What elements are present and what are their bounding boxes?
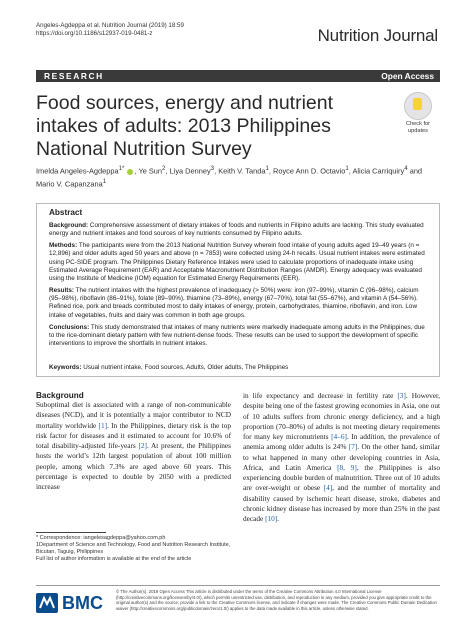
citation-link[interactable]: [10]	[265, 514, 278, 523]
running-header	[36, 22, 184, 38]
author-affiliation: 3	[210, 165, 215, 172]
citation-link[interactable]: [8, 9]	[337, 462, 357, 472]
check-for-updates-button[interactable]	[396, 92, 440, 134]
footer-divider	[36, 585, 440, 586]
abstract-text: Comprehensive assessment of dietary intakes of foods and nutrients in Filipino adults are lacking. This study evaluated energy and nutrient intakes and food sources of key nutrients consumed by Filipino adults.	[49, 222, 424, 238]
check-updates-icon	[404, 92, 432, 120]
author-name[interactable]: Imelda Angeles-Agdeppa	[36, 166, 119, 176]
abstract-methods	[49, 242, 427, 283]
citation-link[interactable]: [3]	[397, 391, 406, 400]
citation-link[interactable]: [7]	[348, 442, 358, 452]
orcid-icon[interactable]	[127, 169, 133, 175]
body-text: in life expectancy and decrease in fertility rate	[243, 391, 398, 400]
abstract-results	[49, 287, 427, 320]
keywords	[49, 364, 427, 372]
author-affiliation: 1	[345, 165, 349, 172]
correspondence-email[interactable]: * Correspondence: iangelesagdeppa@yahoo.com.ph	[36, 535, 166, 541]
abstract-box	[36, 203, 440, 377]
correspondence-footnote	[36, 535, 236, 563]
abstract-background	[49, 222, 427, 239]
author-name[interactable]: , Ye Sun	[134, 166, 163, 176]
section-heading-background: Background	[36, 391, 84, 400]
body-text: . However, despite being one of the fastest growing economies in Asia, one out of 10 adults suffers from chronic energy deficiency, and a high proportion (70–80%) of adults is not meeting dietary requirements for many key micronutrients	[243, 391, 440, 441]
license-text: © The Author(s). 2019 Open Access This article is distributed under the terms of the Creative Commons Attribution 4.0 International License (http://creativecommons.org/licenses/by/4.0/), which permits unrestricted use, distribution, and reproduction in any medium, provided you give appropriate credit to the original author(s) and the source, provide a link to the Creative Commons license, and indicate if changes were made. The Creative Commons Public Domain Dedication waiver (http://creativecommons.org/publicdomain/zero/1.0/) applies to the data made available in this article, unless otherwise stated.	[116, 589, 437, 612]
keywords-label: Keywords:	[49, 364, 82, 371]
body-column-right	[243, 391, 440, 524]
abstract-text: The nutrient intakes with the highest prevalence of inadequacy (> 50%) were: iron (97–99%), vitamin C (96–98%), calcium (95–98%), riboflavin (86–91%), folate (89–90%), thiamine (73–89%), energy (67–70%), total fat (55–67%), and vitamin A (54–56%). Refined rice, pork and breads contributed most to daily intakes of energy, protein, carbohydrates, thiamine, riboflavin, and iron. Low intake of vegetables, fruits and dairy was common in both age groups.	[49, 286, 419, 319]
citation-line: Angeles-Agdeppa et al. Nutrition Journal (2019) 18:59	[36, 22, 184, 29]
abstract-text: The participants were from the 2013 National Nutrition Survey wherein food intake of young adults aged 19–49 years (n = 12,896) and older adults aged 50 years and above (n = 7853) were collected using 24-h recalls. Usual nutrient intakes were estimated using PC-SIDE program. The Philippines Dietary Reference Intakes were used to calculate proportions of inadequate intake using Estimated Average Requirement (EAR) and Acceptable Macronutrient Distribution Ranges (AMDR). Energy adequacy was evaluated using the Institute of Medicine (IOM) equation for Estimated Energy Requirements (EER).	[49, 242, 425, 283]
author-affiliation: 1	[265, 165, 269, 172]
body-text: . In addition, the prevalence of anemia among older adults is 24%	[243, 432, 441, 452]
body-text: . At present, the Philippines hosts the world’s 12th largest population of about 100 million people, among which 7.3% are aged above 60 years. This percentage is expected to double by 2050 with a predicted increase	[36, 441, 231, 491]
body-text: .	[277, 514, 280, 523]
author-affiliation: 1	[102, 178, 107, 186]
footnote-divider	[36, 532, 106, 533]
article-type-label: RESEARCH	[44, 71, 104, 81]
doi-link[interactable]: https://doi.org/10.1186/s12937-019-0481-z	[36, 30, 153, 38]
citation-link[interactable]: [1]	[98, 420, 108, 430]
abstract-label: Background:	[49, 222, 89, 229]
article-type-band	[36, 70, 440, 82]
affiliation-note: 1Department of Science and Technology, Food and Nutrition Research Institute, Bicutan, Taguig, Philippines	[36, 542, 231, 555]
author-info-note: Full list of author information is available at the end of the article	[36, 556, 192, 562]
article-title: Food sources, energy and nutrient intakes of adults: 2013 Philippines National Nutrition Survey	[36, 92, 334, 160]
author-conjunction: and	[407, 166, 423, 176]
abstract-label: Results:	[49, 286, 75, 294]
author-affiliation: 4	[404, 165, 408, 172]
body-text: , and the number of mortality and disability caused by ischemic heart disease, stroke, diabetes and chronic kidney disease has increased by more than 25% in the past decade	[243, 483, 441, 523]
author-affiliation: 2	[162, 165, 166, 172]
publisher-name: BMC	[62, 593, 103, 613]
citation-link[interactable]: [4]	[323, 483, 333, 493]
author-list	[36, 163, 440, 190]
abstract-label: Methods:	[49, 242, 78, 250]
journal-name: Nutrition Journal	[317, 26, 438, 45]
author-name[interactable]: , Alicia Carriquiry	[348, 166, 405, 176]
author-affiliation: 1*	[118, 165, 125, 172]
keywords-text: Usual nutrient intake, Food sources, Adults, Older adults, The Philippines	[81, 364, 289, 371]
body-text: Suboptimal diet is associated with a range of non-communicable diseases (NCD), and it is potentially a major contributor to NCD mortality worldwide	[36, 400, 231, 430]
body-text: . On the other hand, similar to what happened in many other developing countries in Asia, Africa, and Latin America	[243, 442, 441, 472]
citation-link[interactable]: [2]	[138, 441, 147, 450]
citation-link[interactable]: [4–6]	[331, 432, 347, 441]
abstract-heading: Abstract	[49, 208, 83, 217]
body-text: . In the Philippines, dietary risk is the top risk factor for diseases and it estimated to account for 10.6% of total disability-adjusted life-years	[36, 420, 232, 450]
author-name[interactable]: , Royce Ann D. Octavio	[268, 166, 346, 176]
open-access-label: Open Access	[381, 71, 434, 81]
author-name[interactable]: , Liya Denney	[165, 166, 211, 176]
author-name[interactable]: , Keith V. Tanda	[214, 166, 266, 176]
check-updates-label: Check for updates	[406, 121, 430, 134]
body-text: , the Philippines is also experiencing double burden of malnutrition. Three out of 10 adults are over-weight or obese	[243, 462, 441, 493]
abstract-label: Conclusions:	[49, 323, 90, 331]
author-name[interactable]: Mario V. Capanzana	[36, 179, 103, 189]
abstract-conclusions	[49, 324, 427, 349]
abstract-text: This study demonstrated that intakes of many nutrients were markedly inadequate among adults in the Philippines, due to the rice-dominant dietary pattern with few nutrient-dense foods. These results can be used to support the development of specific interventions to improve the shortfalls in nutrient intakes.	[49, 323, 425, 348]
body-column-left	[36, 400, 231, 492]
abstract-body	[49, 222, 427, 352]
